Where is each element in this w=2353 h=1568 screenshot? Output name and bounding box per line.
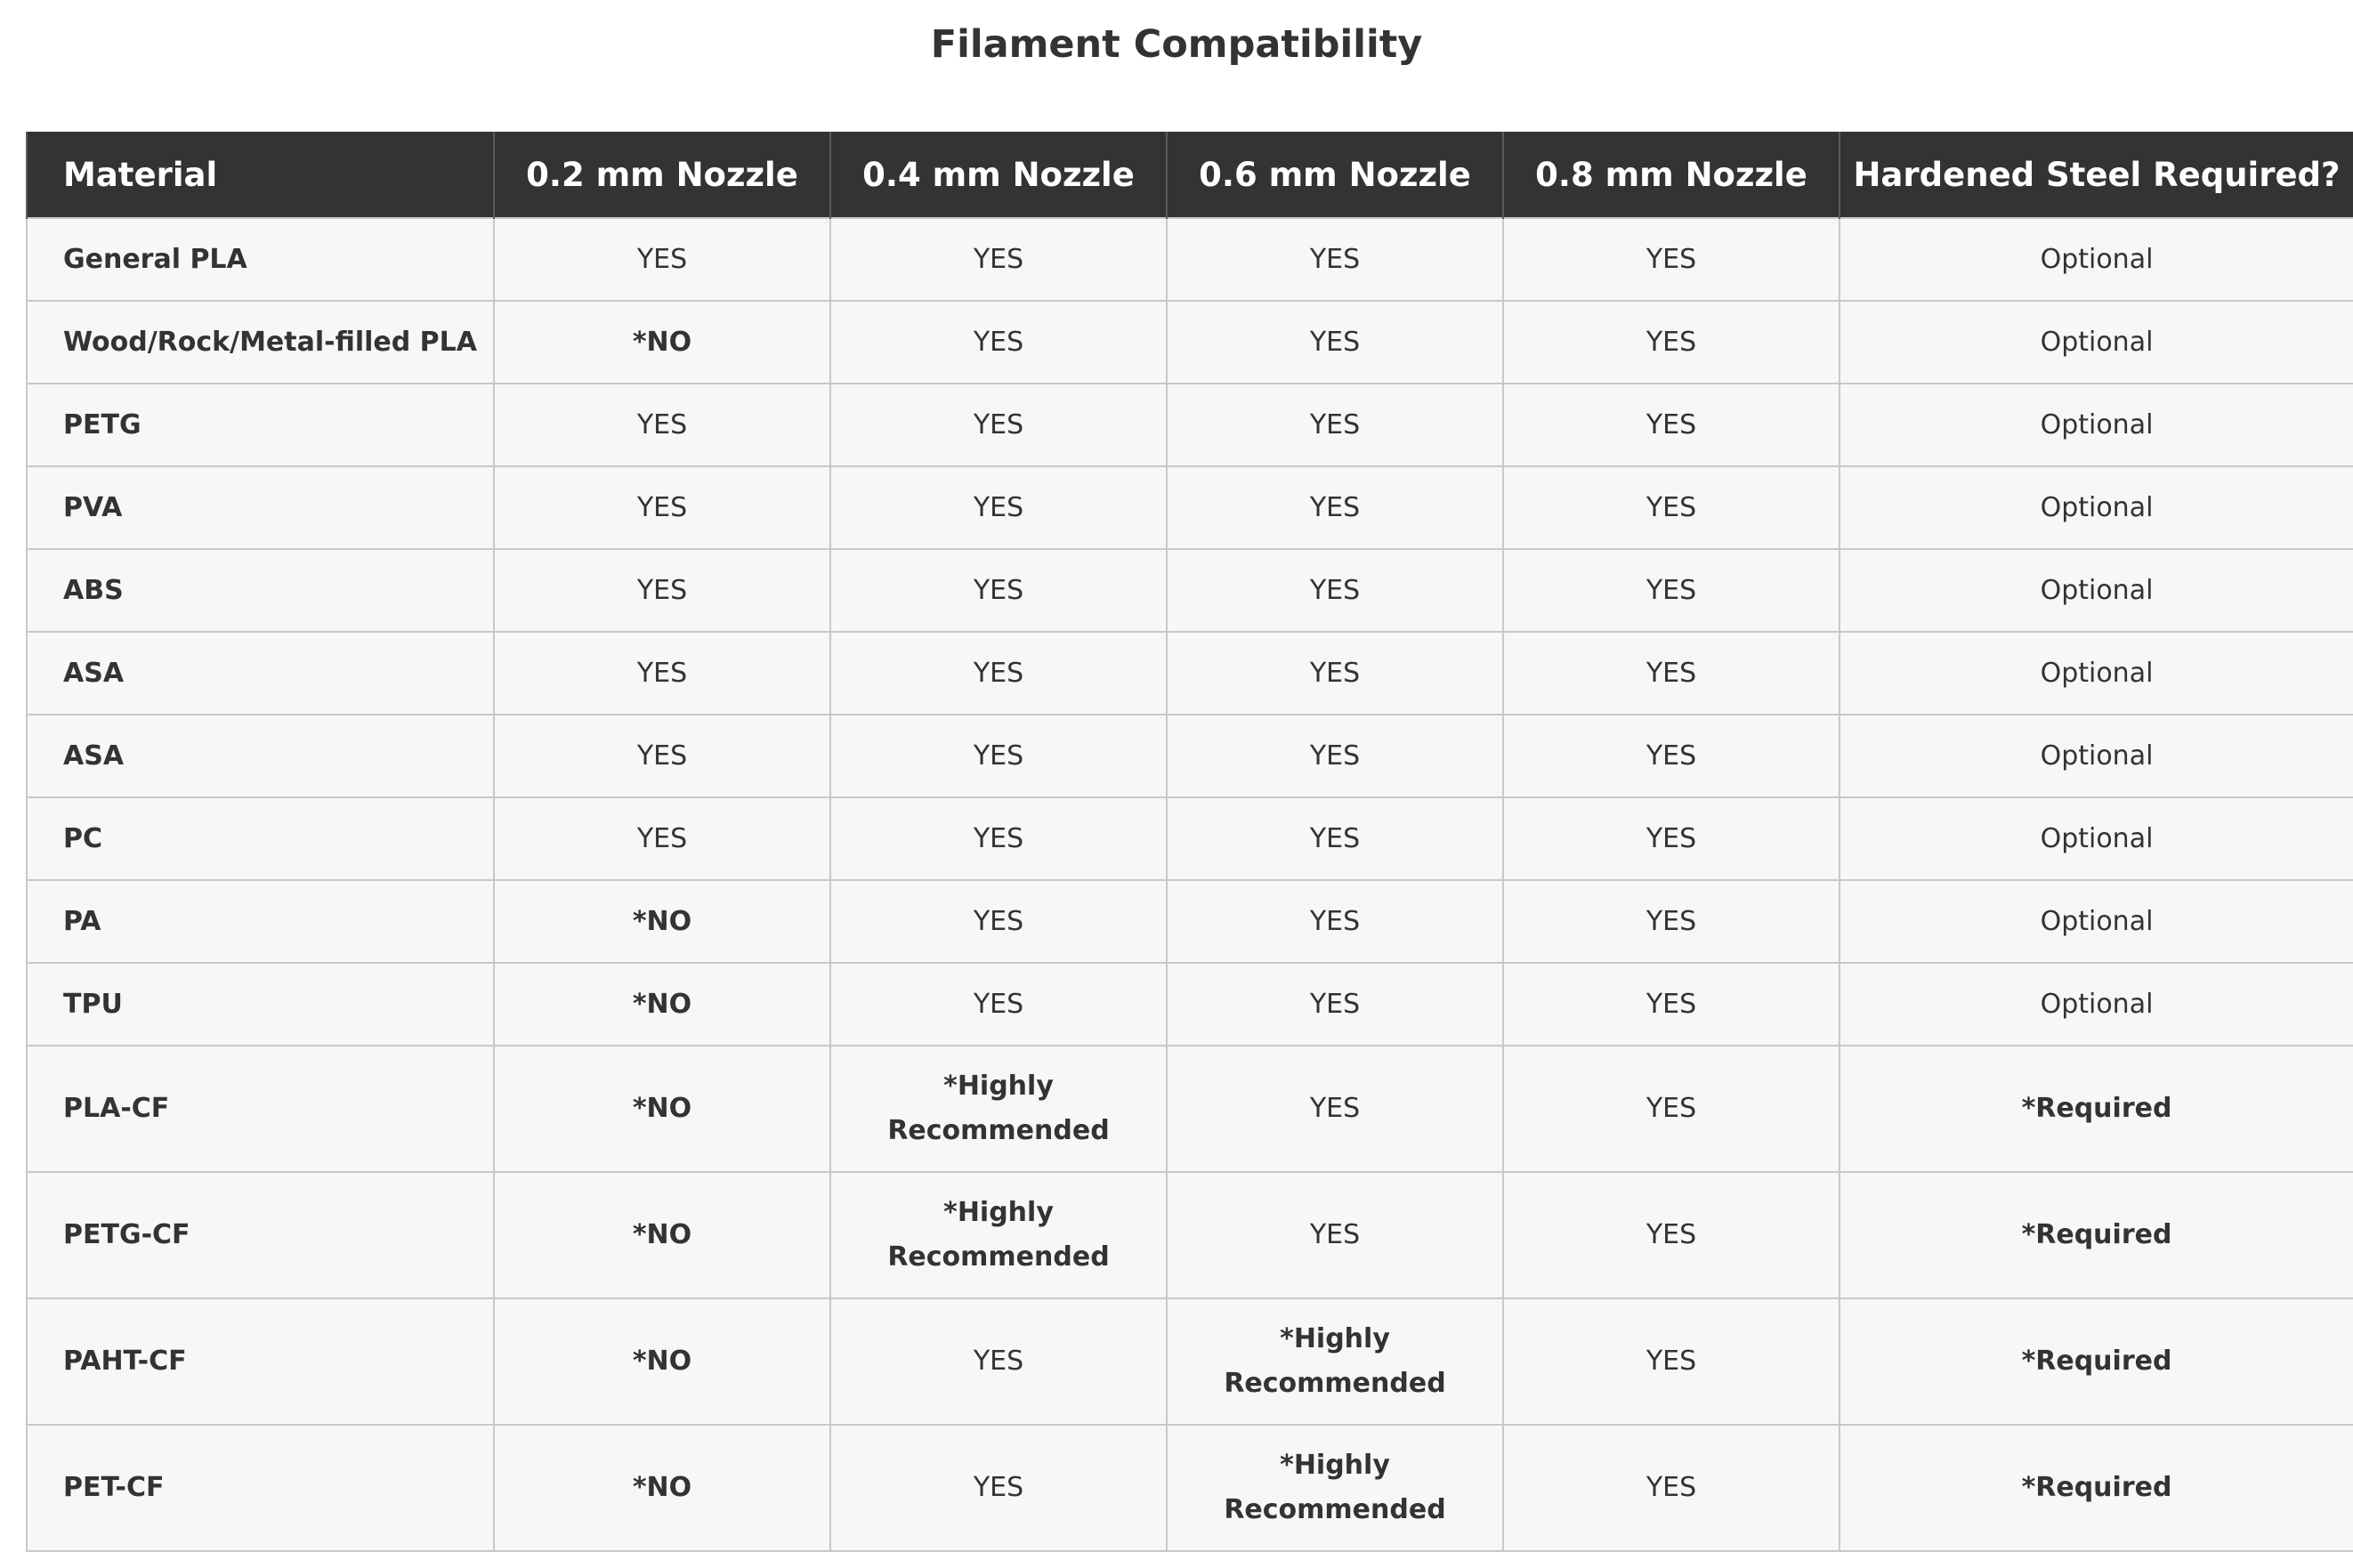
hardened-steel-cell: Optional [1840,880,2353,963]
table-row [27,218,2353,301]
table-row [27,384,2353,466]
hardened-steel-cell: Optional [1840,301,2353,384]
table-row [27,715,2353,797]
page-title: Filament Compatibility [930,22,1423,67]
nozzle-0-6-cell: YES [1167,797,1503,880]
nozzle-0-6-cell: YES [1167,218,1503,301]
column-header-hardened-steel: Hardened Steel Required? [1840,132,2353,218]
table-row [27,797,2353,880]
material-cell: Wood/Rock/Metal-filled PLA [27,301,494,384]
nozzle-0-4-cell: YES [830,1298,1167,1425]
table-body [27,218,2353,1551]
nozzle-0-4-cell: YES [830,632,1167,715]
material-cell: PVA [27,466,494,549]
table-row [27,301,2353,384]
nozzle-0-8-cell: YES [1503,466,1840,549]
material-cell: PET-CF [27,1425,494,1551]
hardened-steel-cell: *Required [1840,1298,2353,1425]
column-header-nozzle-0-2: 0.2 mm Nozzle [494,132,830,218]
nozzle-0-2-cell: YES [494,797,830,880]
material-cell: PETG-CF [27,1172,494,1298]
hardened-steel-cell: *Required [1840,1172,2353,1298]
nozzle-0-8-cell: YES [1503,880,1840,963]
nozzle-0-6-cell: YES [1167,1046,1503,1172]
nozzle-0-6-cell: *Highly Recommended [1167,1425,1503,1551]
nozzle-0-8-cell: YES [1503,1172,1840,1298]
nozzle-0-8-cell: YES [1503,797,1840,880]
hardened-steel-cell: Optional [1840,715,2353,797]
hardened-steel-cell: Optional [1840,797,2353,880]
column-header-nozzle-0-8: 0.8 mm Nozzle [1503,132,1840,218]
hardened-steel-cell: Optional [1840,466,2353,549]
nozzle-0-6-cell: YES [1167,1172,1503,1298]
table-row [27,880,2353,963]
column-header-material: Material [27,132,494,218]
nozzle-0-6-cell: YES [1167,384,1503,466]
nozzle-0-8-cell: YES [1503,1298,1840,1425]
nozzle-0-4-cell: YES [830,880,1167,963]
filament-compatibility-table [26,132,2353,1552]
nozzle-0-8-cell: YES [1503,1425,1840,1551]
hardened-steel-cell: Optional [1840,384,2353,466]
table-row [27,1172,2353,1298]
nozzle-0-4-cell: YES [830,301,1167,384]
column-header-nozzle-0-6: 0.6 mm Nozzle [1167,132,1503,218]
nozzle-0-2-cell: *NO [494,1046,830,1172]
material-cell: ASA [27,632,494,715]
nozzle-0-4-cell: YES [830,715,1167,797]
table-row [27,466,2353,549]
column-header-nozzle-0-4: 0.4 mm Nozzle [830,132,1167,218]
table-row [27,963,2353,1046]
nozzle-0-4-cell: YES [830,466,1167,549]
nozzle-0-6-cell: YES [1167,715,1503,797]
nozzle-0-4-cell: YES [830,549,1167,632]
material-cell: PC [27,797,494,880]
nozzle-0-2-cell: YES [494,466,830,549]
material-cell: PETG [27,384,494,466]
nozzle-0-8-cell: YES [1503,1046,1840,1172]
nozzle-0-8-cell: YES [1503,301,1840,384]
hardened-steel-cell: Optional [1840,218,2353,301]
material-cell: General PLA [27,218,494,301]
nozzle-0-2-cell: YES [494,218,830,301]
table-row [27,549,2353,632]
nozzle-0-2-cell: *NO [494,963,830,1046]
nozzle-0-2-cell: *NO [494,1172,830,1298]
nozzle-0-8-cell: YES [1503,963,1840,1046]
nozzle-0-4-cell: YES [830,963,1167,1046]
nozzle-0-2-cell: YES [494,632,830,715]
nozzle-0-4-cell: YES [830,797,1167,880]
material-cell: PA [27,880,494,963]
nozzle-0-8-cell: YES [1503,632,1840,715]
nozzle-0-2-cell: *NO [494,880,830,963]
hardened-steel-cell: Optional [1840,549,2353,632]
table-row [27,1425,2353,1551]
nozzle-0-4-cell: *Highly Recommended [830,1172,1167,1298]
nozzle-0-6-cell: YES [1167,301,1503,384]
nozzle-0-2-cell: YES [494,384,830,466]
nozzle-0-6-cell: YES [1167,632,1503,715]
hardened-steel-cell: *Required [1840,1425,2353,1551]
nozzle-0-2-cell: *NO [494,301,830,384]
nozzle-0-6-cell: *Highly Recommended [1167,1298,1503,1425]
nozzle-0-8-cell: YES [1503,549,1840,632]
table-header-row [27,132,2353,218]
nozzle-0-4-cell: YES [830,1425,1167,1551]
table-row [27,1046,2353,1172]
nozzle-0-8-cell: YES [1503,715,1840,797]
nozzle-0-8-cell: YES [1503,218,1840,301]
material-cell: ASA [27,715,494,797]
nozzle-0-4-cell: YES [830,218,1167,301]
nozzle-0-2-cell: YES [494,715,830,797]
nozzle-0-8-cell: YES [1503,384,1840,466]
material-cell: ABS [27,549,494,632]
table-row [27,1298,2353,1425]
material-cell: PAHT-CF [27,1298,494,1425]
nozzle-0-2-cell: YES [494,549,830,632]
nozzle-0-6-cell: YES [1167,466,1503,549]
nozzle-0-4-cell: *Highly Recommended [830,1046,1167,1172]
hardened-steel-cell: *Required [1840,1046,2353,1172]
nozzle-0-2-cell: *NO [494,1425,830,1551]
nozzle-0-6-cell: YES [1167,880,1503,963]
hardened-steel-cell: Optional [1840,632,2353,715]
material-cell: TPU [27,963,494,1046]
hardened-steel-cell: Optional [1840,963,2353,1046]
nozzle-0-2-cell: *NO [494,1298,830,1425]
nozzle-0-4-cell: YES [830,384,1167,466]
table-row [27,632,2353,715]
material-cell: PLA-CF [27,1046,494,1172]
nozzle-0-6-cell: YES [1167,549,1503,632]
nozzle-0-6-cell: YES [1167,963,1503,1046]
